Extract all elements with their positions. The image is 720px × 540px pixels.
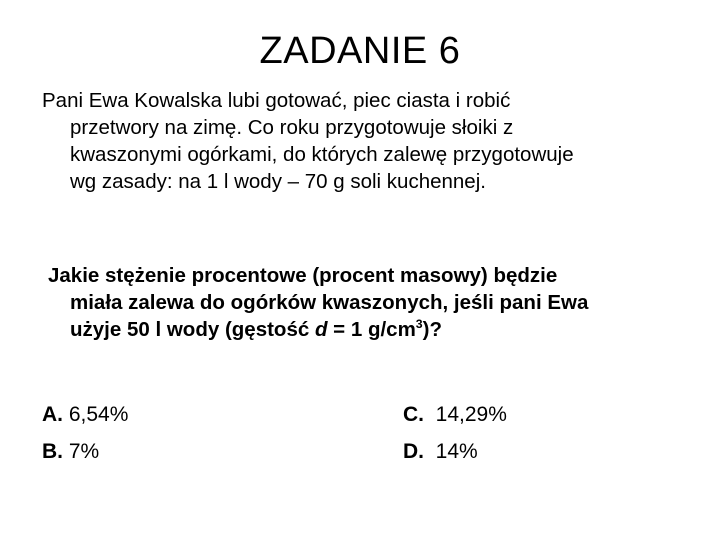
question-line-2: miała zalewa do ogórków kwaszonych, jeśli pani Ewa	[70, 291, 589, 314]
question-line-1: Jakie stężenie procentowe (procent masowy) będzie	[48, 264, 558, 287]
answer-option-a[interactable]	[42, 396, 128, 433]
exponent: 3	[415, 317, 423, 332]
question-line-3	[48, 316, 708, 343]
answer-letter: C.	[403, 403, 424, 426]
answer-text: 14%	[424, 440, 478, 463]
density-symbol: d	[314, 318, 328, 341]
answer-option-d[interactable]	[403, 433, 478, 470]
intro-line-2: przetwory na zimę. Co roku przygotowuje słoiki z	[70, 116, 514, 139]
answer-option-b[interactable]	[42, 433, 99, 470]
answer-text: 6,54%	[63, 403, 129, 426]
answer-text: 7%	[63, 440, 100, 463]
intro-line-3: kwaszonymi ogórkami, do których zalewę przygotowuje	[70, 143, 574, 166]
task-description	[42, 87, 702, 195]
page-title: ZADANIE 6	[259, 30, 461, 72]
answer-text: 14,29%	[424, 403, 507, 426]
question-line-3-end: )?	[422, 318, 442, 341]
task-question	[48, 262, 708, 343]
question-line-3-start: użyje 50 l wody (gęstość	[70, 318, 315, 341]
intro-line-4: wg zasady: na 1 l wody – 70 g soli kuchennej.	[70, 170, 486, 193]
answer-letter: B.	[42, 440, 63, 463]
answer-letter: A.	[42, 403, 63, 426]
intro-line-1: Pani Ewa Kowalska lubi gotować, piec ciasta i robić	[42, 89, 511, 112]
answer-option-c[interactable]	[403, 396, 507, 433]
question-line-3-middle: = 1 g/cm	[327, 318, 416, 341]
answer-letter: D.	[403, 440, 424, 463]
